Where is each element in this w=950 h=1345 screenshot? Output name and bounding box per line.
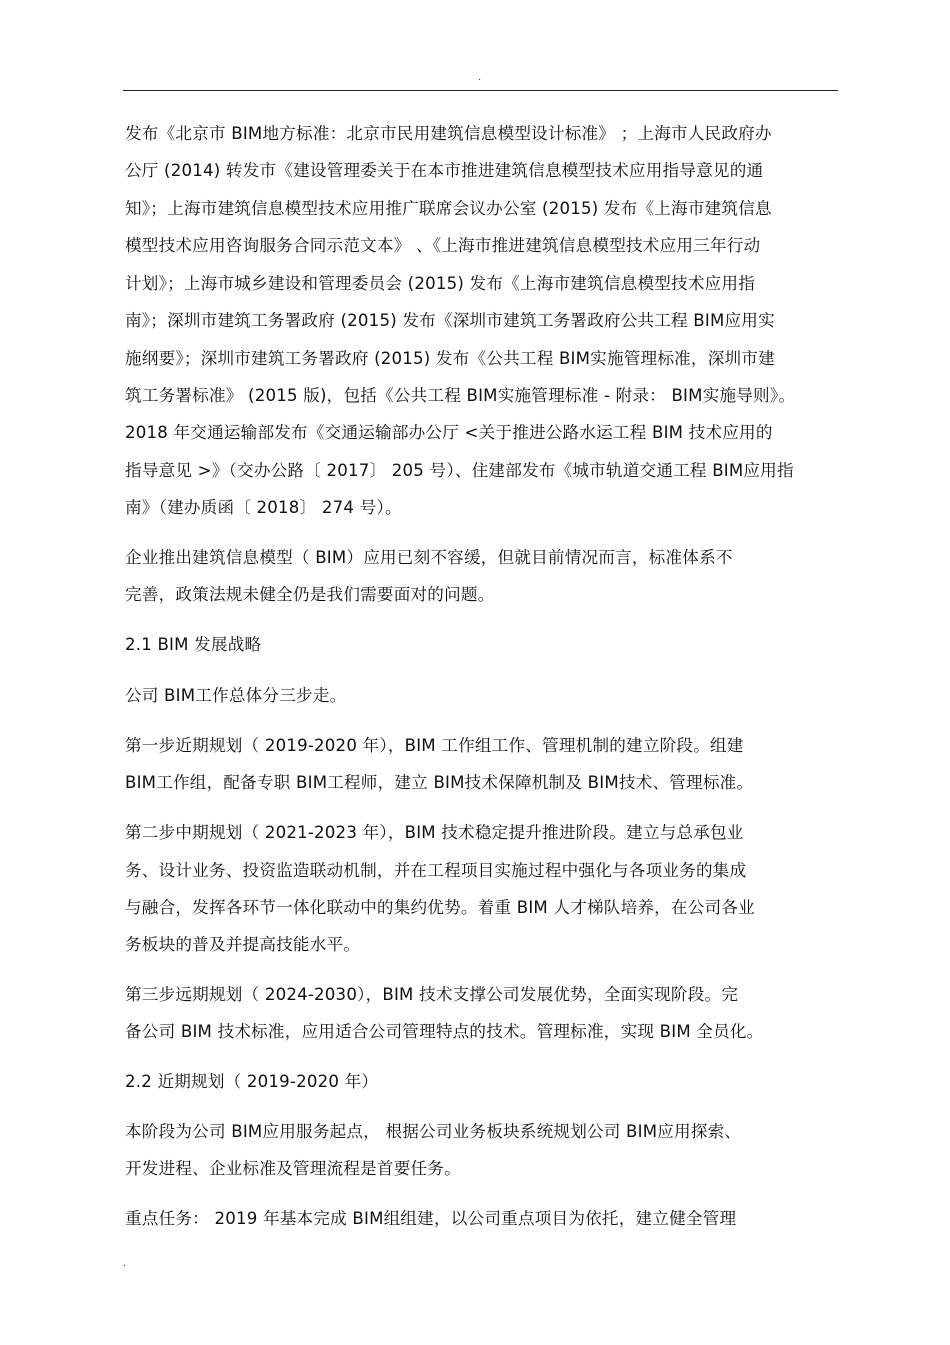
- text-line: 2018 年交通运输部发布《交通运输部办公厅 <关于推进公路水运工程 BIM 技术应用的: [125, 423, 773, 442]
- header-rule: [123, 90, 838, 91]
- text-line: 完善，政策法规未健全仍是我们需要面对的问题。: [125, 585, 495, 604]
- text-line: 务板块的普及并提高技能水平。: [125, 935, 361, 954]
- text-line: 南》；深圳市建筑工务署政府 (2015) 发布《深圳市建筑工务署政府公共工程 BIM应用实: [125, 311, 775, 330]
- text-line: 模型技术应用咨询服务合同示范文本》 、《上海市推进建筑信息模型技术应用三年行动: [125, 236, 761, 255]
- text-line: 施纲要》；深圳市建筑工务署政府 (2015) 发布《公共工程 BIM实施管理标准，深圳市建: [125, 349, 775, 368]
- header-mark: .: [478, 72, 482, 83]
- text-line: 备公司 BIM 技术标准，应用适合公司管理特点的技术。管理标准，实现 BIM 全员化。: [125, 1022, 764, 1041]
- text-line: 计划》；上海市城乡建设和管理委员会 (2015) 发布《上海市建筑信息模型技术应用指: [125, 274, 756, 293]
- paragraph-three-steps: 公司 BIM工作总体分三步走。: [125, 686, 347, 705]
- text-line: 第一步近期规划（ 2019-2020 年），BIM 工作组工作、管理机制的建立阶段。组建: [125, 736, 744, 755]
- text-line: 与融合，发挥各环节一体化联动中的集约优势。着重 BIM 人才梯队培养，在公司各业: [125, 898, 755, 917]
- paragraph-key-tasks: 重点任务： 2019 年基本完成 BIM组组建，以公司重点项目为依托，建立健全管理: [125, 1209, 737, 1228]
- text-line: 公厅 (2014) 转发市《建设管理委关于在本市推进建筑信息模型技术应用指导意见的通: [125, 161, 764, 180]
- text-line: 发布《北京市 BIM地方标准：北京市民用建筑信息模型设计标准》 ；上海市人民政府办: [125, 124, 772, 143]
- text-line: 第二步中期规划（ 2021-2023 年），BIM 技术稳定提升推进阶段。建立与总承包业: [125, 823, 744, 842]
- section-heading-2-2: 2.2 近期规划（ 2019-2020 年）: [125, 1072, 379, 1091]
- text-line: BIM工作组，配备专职 BIM工程师，建立 BIM技术保障机制及 BIM技术、管理标准。: [125, 773, 754, 792]
- text-line: 开发进程、企业标准及管理流程是首要任务。: [125, 1159, 461, 1178]
- section-heading-2-1: 2.1 BIM 发展战略: [125, 635, 262, 654]
- text-line: 知》；上海市建筑信息模型技术应用推广联席会议办公室 (2015) 发布《上海市建筑信息: [125, 199, 772, 218]
- text-line: 第三步远期规划（ 2024-2030），BIM 技术支撑公司发展优势，全面实现阶段。完: [125, 985, 739, 1004]
- text-line: 本阶段为公司 BIM应用服务起点， 根据公司业务板块系统规划公司 BIM应用探索、: [125, 1122, 742, 1141]
- text-line: 南》（建办质函〔 2018〕 274 号）。: [125, 498, 402, 517]
- footer-mark: .: [123, 1258, 127, 1269]
- text-line: 企业推出建筑信息模型（ BIM）应用已刻不容缓，但就目前情况而言，标准体系不: [125, 548, 733, 567]
- text-line: 务、设计业务、投资监造联动机制，并在工程项目实施过程中强化与各项业务的集成: [125, 861, 747, 880]
- text-line: 指导意见 >》（交办公路〔 2017〕 205 号）、住建部发布《城市轨道交通工程 BIM应用指: [125, 461, 794, 480]
- text-line: 筑工务署标准》 (2015 版)，包括《公共工程 BIM实施管理标准 - 附录： BIM实施导则》。: [125, 386, 796, 405]
